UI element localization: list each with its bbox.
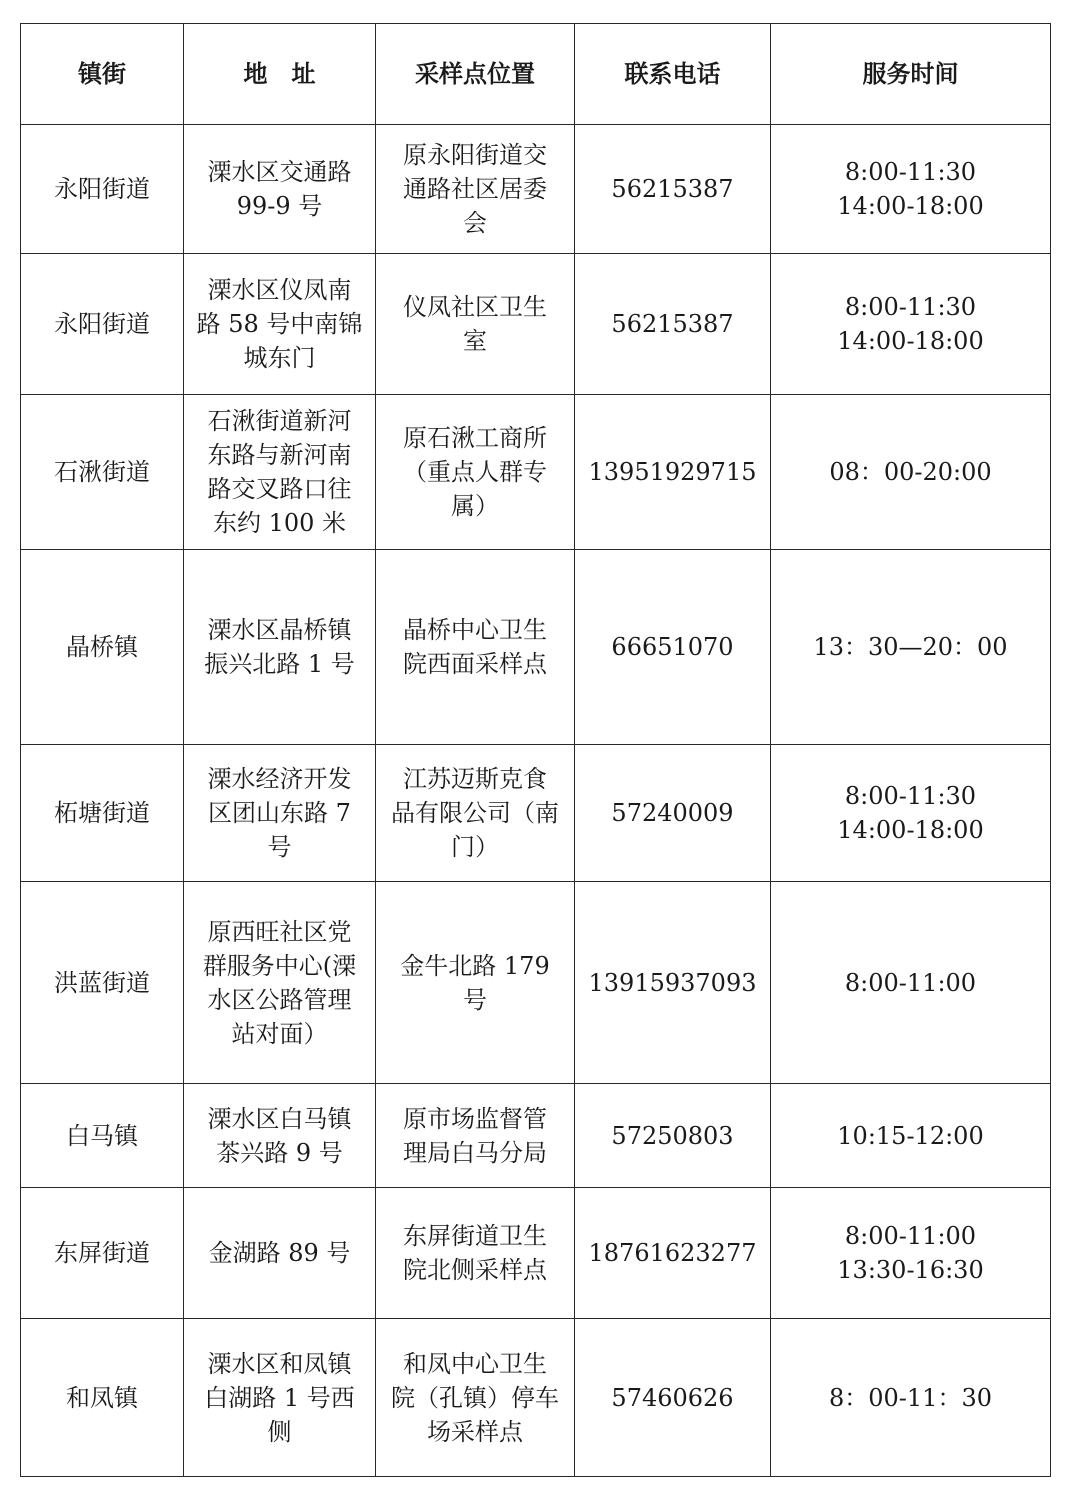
town-cell: 永阳街道 <box>21 125 184 254</box>
address-cell-line: 金湖路 89 号 <box>208 1239 351 1267</box>
address-cell <box>184 254 376 395</box>
table-row <box>21 254 1051 395</box>
site-cell <box>376 745 575 882</box>
address-cell-line: 石湫街道新河 <box>207 407 352 435</box>
address-cell <box>184 125 376 254</box>
hours-cell <box>771 254 1051 395</box>
address-cell-line: 原西旺社区党 <box>207 917 352 946</box>
town-cell: 柘塘街道 <box>21 745 184 882</box>
site-cell-line: 金牛北路 179 号 <box>400 951 550 1014</box>
site-cell-line: 属） <box>451 492 499 520</box>
site-cell-line: 场采样点 <box>427 1417 523 1446</box>
table-row <box>21 745 1051 882</box>
hours-cell-line: 13:30-16:30 <box>837 1256 984 1284</box>
hours-cell-line: 8:00-11:30 <box>844 158 977 186</box>
site-cell-line: 理局白马分局 <box>403 1138 547 1167</box>
address-cell-line: 白湖路 1 号西 <box>204 1383 355 1412</box>
site-cell-line: 仪凤社区卫生 <box>403 293 547 321</box>
address-cell <box>184 550 376 745</box>
site-cell <box>376 1188 575 1319</box>
phone-cell: 13951929715 <box>575 395 771 550</box>
hours-cell-line: 13：30—20：00 <box>813 633 1008 661</box>
address-cell-line: 振兴北路 1 号 <box>204 650 355 678</box>
address-cell-line: 路交叉路口往 <box>207 475 352 503</box>
phone-cell: 18761623277 <box>575 1188 771 1319</box>
hours-cell-line: 14:00-18:00 <box>837 327 984 355</box>
phone-cell: 57240009 <box>575 745 771 882</box>
site-cell <box>376 125 575 254</box>
site-cell-line: 晶桥中心卫生 <box>403 616 547 644</box>
site-cell-line: 东屏街道卫生 <box>403 1222 547 1250</box>
header-address: 地 址 <box>184 24 376 125</box>
address-cell <box>184 395 376 550</box>
town-cell: 白马镇 <box>21 1084 184 1188</box>
address-cell-line: 站对面） <box>231 1019 328 1048</box>
town-cell: 晶桥镇 <box>21 550 184 745</box>
address-cell-line: 溧水区交通路 <box>207 158 352 186</box>
site-cell-line: 原市场监督管 <box>403 1104 547 1133</box>
address-cell-line: 水区公路管理 <box>207 985 352 1014</box>
hours-cell <box>771 882 1051 1084</box>
address-cell-line: 号 <box>267 833 292 861</box>
hours-cell-line: 8：00-11：30 <box>829 1383 992 1412</box>
site-cell-line: 品有限公司（南 <box>391 799 559 827</box>
town-cell: 石湫街道 <box>21 395 184 550</box>
header-row <box>21 24 1051 125</box>
site-cell <box>376 550 575 745</box>
phone-cell: 66651070 <box>575 550 771 745</box>
address-cell <box>184 882 376 1084</box>
hours-cell <box>771 1188 1051 1319</box>
address-cell-line: 区团山东路 7 <box>208 799 351 827</box>
header-phone: 联系电话 <box>575 24 771 125</box>
header-town: 镇街 <box>21 24 184 125</box>
table-row <box>21 1084 1051 1188</box>
site-cell-line: 江苏迈斯克食 <box>403 765 547 793</box>
hours-cell-line: 08：00-20:00 <box>829 458 992 486</box>
hours-cell <box>771 550 1051 745</box>
site-cell-line: 室 <box>463 327 487 355</box>
hours-cell <box>771 745 1051 882</box>
site-cell-line: 原永阳街道交 <box>403 141 547 169</box>
hours-cell-line: 14:00-18:00 <box>837 192 984 220</box>
town-cell: 洪蓝街道 <box>21 882 184 1084</box>
phone-cell: 57460626 <box>575 1319 771 1477</box>
town-cell: 和凤镇 <box>21 1319 184 1477</box>
site-cell-line: 和凤中心卫生 <box>403 1349 547 1378</box>
address-cell-line: 城东门 <box>243 344 316 372</box>
site-cell-line: 原石湫工商所 <box>403 424 547 452</box>
site-cell <box>376 395 575 550</box>
hours-cell <box>771 1319 1051 1477</box>
address-cell-line: 溧水区和凤镇 <box>207 1349 352 1378</box>
table-row <box>21 550 1051 745</box>
phone-cell: 57250803 <box>575 1084 771 1188</box>
table-row <box>21 125 1051 254</box>
hours-cell <box>771 1084 1051 1188</box>
address-cell-line: 溧水区仪凤南 <box>207 276 352 304</box>
sampling-sites-table <box>20 23 1051 1477</box>
hours-cell-line: 8:00-11:00 <box>844 968 977 997</box>
address-cell <box>184 745 376 882</box>
address-cell-line: 茶兴路 9 号 <box>216 1138 343 1167</box>
address-cell <box>184 1319 376 1477</box>
address-cell-line: 侧 <box>267 1417 292 1446</box>
hours-cell-line: 14:00-18:00 <box>837 816 984 844</box>
site-cell-line: （重点人群专 <box>403 458 547 486</box>
hours-cell-line: 10:15-12:00 <box>837 1121 984 1150</box>
address-cell-line: 溧水区晶桥镇 <box>207 616 352 644</box>
site-cell <box>376 1319 575 1477</box>
address-cell <box>184 1084 376 1188</box>
table-row <box>21 882 1051 1084</box>
town-cell: 永阳街道 <box>21 254 184 395</box>
town-cell: 东屏街道 <box>21 1188 184 1319</box>
address-cell-line: 溧水区白马镇 <box>207 1104 352 1133</box>
hours-cell-line: 8:00-11:30 <box>844 782 977 810</box>
address-cell-line: 路 58 号中南锦 <box>196 310 363 338</box>
address-cell <box>184 1188 376 1319</box>
address-cell-line: 群服务中心(溧 <box>202 951 357 980</box>
hours-cell-line: 8:00-11:30 <box>844 293 977 321</box>
table-row <box>21 1319 1051 1477</box>
phone-cell: 13915937093 <box>575 882 771 1084</box>
site-cell-line: 院西面采样点 <box>403 650 547 678</box>
hours-cell-line: 8:00-11:00 <box>844 1222 977 1250</box>
site-cell-line: 院北侧采样点 <box>403 1256 547 1284</box>
site-cell <box>376 882 575 1084</box>
table-body <box>21 125 1051 1477</box>
site-cell-line: 会 <box>463 209 487 237</box>
address-cell-line: 东约 100 米 <box>212 509 347 537</box>
table-row <box>21 1188 1051 1319</box>
site-cell-line: 院（孔镇）停车 <box>391 1383 559 1412</box>
site-cell <box>376 254 575 395</box>
phone-cell: 56215387 <box>575 125 771 254</box>
address-cell-line: 溧水经济开发 <box>207 765 352 793</box>
hours-cell <box>771 125 1051 254</box>
hours-cell <box>771 395 1051 550</box>
site-cell <box>376 1084 575 1188</box>
header-hours: 服务时间 <box>771 24 1051 125</box>
phone-cell: 56215387 <box>575 254 771 395</box>
address-cell-line: 99-9 号 <box>236 192 323 220</box>
address-cell-line: 东路与新河南 <box>207 441 352 469</box>
site-cell-line: 门） <box>451 833 499 861</box>
header-site: 采样点位置 <box>376 24 575 125</box>
site-cell-line: 通路社区居委 <box>403 175 547 203</box>
table-row <box>21 395 1051 550</box>
